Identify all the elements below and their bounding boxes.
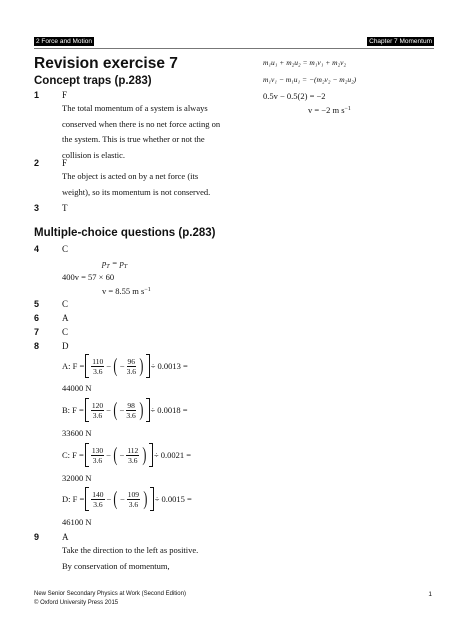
question-answer: D	[62, 341, 69, 351]
text-line: conserved when there is no net force acting on	[62, 118, 221, 129]
calc-result: 44000 N	[62, 383, 92, 393]
calc-label: A: F =	[62, 361, 85, 371]
calc-divisor: ÷ 0.0015 =	[154, 494, 192, 504]
text-line: By conservation of momentum,	[62, 560, 170, 571]
calc-label: C: F =	[62, 450, 84, 460]
equation-result	[102, 286, 151, 296]
header-chapter-title: Chapter 7 Momentum	[369, 38, 432, 45]
footer-book-title: New Senior Secondary Physics at Work (Second Edition)	[34, 591, 186, 597]
numerator: 112	[127, 445, 139, 455]
calc-option-c: C: F = $\frac{130}{3.6}$ − ( − $\frac{112}{3.6}$ ) ÷ 0.0021 =	[62, 444, 192, 466]
equation-conservation: m₁u₁ + m₂u₂ = m₁v₁ + m₂v₂	[263, 58, 347, 67]
question-answer: C	[62, 244, 69, 254]
header-rule	[34, 48, 434, 49]
section-concept-traps: Concept traps (p.283)	[34, 75, 152, 87]
calc-label: B: F =	[62, 405, 84, 415]
calc-label: D: F =	[62, 494, 85, 504]
question-answer: F	[62, 90, 68, 100]
text-line: The total momentum of a system is always	[62, 103, 208, 113]
calc-result: 33600 N	[62, 428, 92, 438]
explanation-1	[62, 101, 237, 163]
numerator: 130	[91, 445, 104, 455]
question-number: 6	[34, 313, 40, 323]
question-number: 4	[34, 244, 40, 254]
text-line: collision is elastic.	[62, 149, 126, 160]
question-answer: A	[62, 532, 69, 542]
denominator: 3.6	[93, 366, 103, 376]
question-number: 1	[34, 90, 40, 100]
calc-divisor: ÷ 0.0018 =	[150, 405, 188, 415]
numerator: 96	[127, 356, 136, 366]
numerator: 98	[127, 400, 135, 410]
eq-text: v = −2 m s	[308, 105, 345, 115]
question-answer: C	[62, 299, 69, 309]
section-mcq: Multiple-choice questions (p.283)	[34, 227, 216, 239]
question-answer: F	[62, 158, 68, 168]
footer-copyright: © Oxford University Press 2015	[34, 600, 119, 606]
question-answer: T	[62, 203, 68, 213]
calc-divisor: ÷ 0.0013 =	[150, 361, 188, 371]
text-line: Take the direction to the left as positive.	[62, 545, 199, 555]
header-chapter-section: 2 Force and Motion	[36, 38, 93, 45]
denominator: 3.6	[126, 410, 136, 420]
calc-result: 32000 N	[62, 473, 92, 483]
text-line: weight), so its momentum is not conserved.	[62, 186, 211, 197]
denominator: 3.6	[92, 410, 103, 420]
eq-exponent: −1	[344, 106, 351, 112]
equation-substituted: 0.5v − 0.5(2) = −2	[263, 91, 326, 101]
numerator: 109	[127, 489, 140, 499]
numerator: 110	[92, 356, 104, 366]
explanation-2	[62, 169, 237, 200]
equation-answer	[308, 105, 351, 115]
calc-option-b: B: F = $\frac{120}{3.6}$ − ( − $\frac{98}{3.6}$ ) ÷ 0.0018 =	[62, 399, 188, 421]
equation-momentum: $p_T = p_T$	[102, 258, 128, 270]
question-answer: C	[62, 327, 69, 337]
eq-exponent: −1	[144, 287, 151, 293]
denominator: 3.6	[126, 366, 136, 376]
question-number: 8	[34, 341, 40, 351]
question-number: 9	[34, 532, 40, 542]
denominator: 3.6	[93, 499, 103, 509]
eq-text: v = 8.55 m s	[102, 286, 145, 296]
equation-substitution: 400v = 57 × 60	[62, 272, 115, 282]
calc-result: 46100 N	[62, 517, 92, 527]
text-line: The object is acted on by a net force (its	[62, 171, 199, 181]
question-number: 7	[34, 327, 40, 337]
equation-rearranged: m₁v₁ − m₁u₁ = −(m₂v₂ − m₂u₂)	[263, 75, 357, 84]
page-title: Revision exercise 7	[34, 55, 178, 72]
explanation-9	[62, 543, 262, 574]
calc-divisor: ÷ 0.0021 =	[153, 450, 192, 460]
denominator: 3.6	[92, 455, 103, 465]
page-number: 1	[428, 591, 432, 598]
question-number: 3	[34, 203, 40, 213]
question-number: 2	[34, 158, 40, 168]
question-number: 5	[34, 299, 40, 309]
denominator: 3.6	[128, 499, 139, 509]
numerator: 120	[91, 400, 104, 410]
calc-option-a: A: F = $\frac{110}{3.6}$ − ( − $\frac{96}{3.6}$ ) ÷ 0.0013 =	[62, 355, 188, 377]
numerator: 140	[92, 489, 104, 499]
text-line: the system. This is true whether or not the	[62, 134, 205, 144]
eq-text: = p	[111, 258, 124, 268]
calc-option-d: D: F = $\frac{140}{3.6}$ − ( − $\frac{109}{3.6}$ ) ÷ 0.0015 =	[62, 488, 192, 510]
denominator: 3.6	[128, 455, 138, 465]
question-answer: A	[62, 313, 69, 323]
